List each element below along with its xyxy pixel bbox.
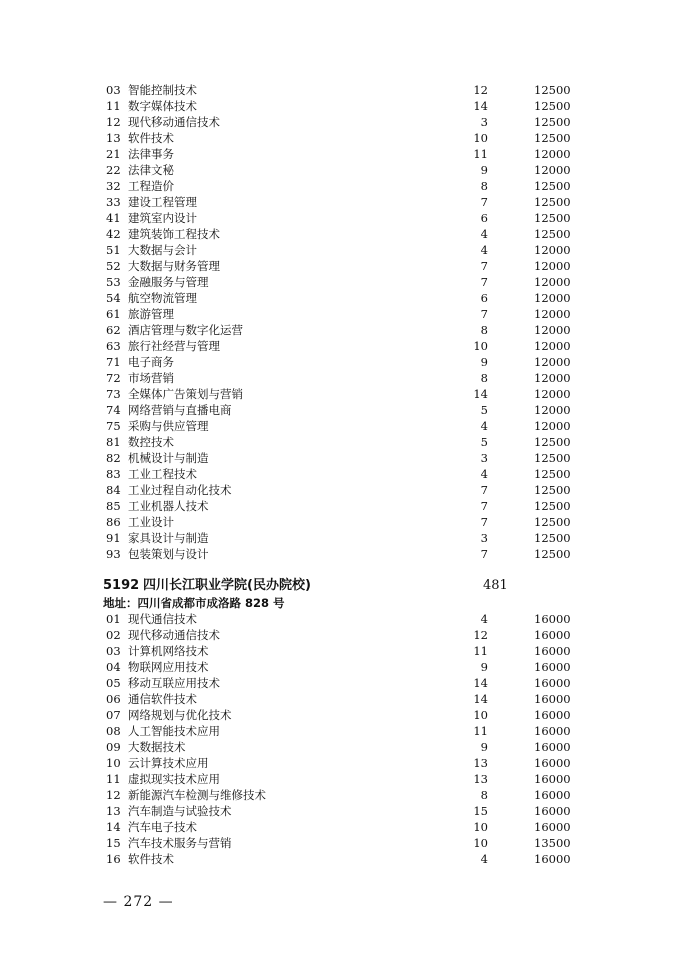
program-code: 11 bbox=[106, 99, 121, 113]
program-code: 93 bbox=[106, 547, 121, 561]
tuition-fee: 12500 bbox=[534, 451, 571, 465]
tuition-fee: 16000 bbox=[534, 772, 571, 786]
program-name: 汽车制造与试验技术 bbox=[128, 804, 232, 818]
program-name: 工业工程技术 bbox=[128, 467, 197, 481]
enrollment-count: 9 bbox=[480, 355, 488, 369]
school-total-count: 481 bbox=[483, 578, 508, 593]
table-row bbox=[106, 434, 586, 450]
program-name: 电子商务 bbox=[128, 355, 174, 369]
enrollment-count: 11 bbox=[473, 724, 488, 738]
enrollment-count: 4 bbox=[480, 612, 488, 626]
enrollment-count: 10 bbox=[473, 820, 488, 834]
enrollment-count: 10 bbox=[473, 131, 488, 145]
tuition-fee: 12500 bbox=[534, 435, 571, 449]
school-header bbox=[103, 576, 583, 596]
tuition-fee: 12500 bbox=[534, 499, 571, 513]
program-code: 52 bbox=[106, 259, 121, 273]
enrollment-count: 10 bbox=[473, 836, 488, 850]
program-code: 86 bbox=[106, 515, 121, 529]
program-name: 云计算技术应用 bbox=[128, 756, 209, 770]
program-code: 09 bbox=[106, 740, 121, 754]
table-row bbox=[106, 178, 586, 194]
school-name: 四川长江职业学院(民办院校) bbox=[143, 578, 311, 593]
table-row bbox=[106, 611, 586, 627]
program-name: 建筑装饰工程技术 bbox=[128, 227, 220, 241]
table-row bbox=[106, 803, 586, 819]
enrollment-count: 9 bbox=[480, 163, 488, 177]
table-row bbox=[106, 659, 586, 675]
table-row bbox=[106, 306, 586, 322]
program-code: 22 bbox=[106, 163, 121, 177]
program-name: 物联网应用技术 bbox=[128, 660, 209, 674]
program-code: 75 bbox=[106, 419, 121, 433]
program-code: 41 bbox=[106, 211, 121, 225]
tuition-fee: 12000 bbox=[534, 387, 571, 401]
tuition-fee: 12500 bbox=[534, 131, 571, 145]
enrollment-count: 3 bbox=[480, 531, 488, 545]
program-name: 移动互联应用技术 bbox=[128, 676, 220, 690]
tuition-fee: 12000 bbox=[534, 339, 571, 353]
enrollment-count: 7 bbox=[480, 195, 488, 209]
tuition-fee: 12500 bbox=[534, 211, 571, 225]
program-code: 42 bbox=[106, 227, 121, 241]
tuition-fee: 12000 bbox=[534, 403, 571, 417]
tuition-fee: 12500 bbox=[534, 179, 571, 193]
tuition-fee: 16000 bbox=[534, 628, 571, 642]
program-name: 通信软件技术 bbox=[128, 692, 197, 706]
tuition-fee: 16000 bbox=[534, 852, 571, 866]
program-code: 61 bbox=[106, 307, 121, 321]
tuition-fee: 16000 bbox=[534, 804, 571, 818]
tuition-fee: 12500 bbox=[534, 195, 571, 209]
enrollment-count: 7 bbox=[480, 483, 488, 497]
program-name: 工业过程自动化技术 bbox=[128, 483, 232, 497]
program-code: 62 bbox=[106, 323, 121, 337]
program-name: 智能控制技术 bbox=[128, 83, 197, 97]
table-row bbox=[106, 370, 586, 386]
tuition-fee: 12000 bbox=[534, 147, 571, 161]
enrollment-count: 4 bbox=[480, 467, 488, 481]
program-code: 13 bbox=[106, 131, 121, 145]
tuition-fee: 16000 bbox=[534, 788, 571, 802]
tuition-fee: 16000 bbox=[534, 692, 571, 706]
program-name: 工业机器人技术 bbox=[128, 499, 209, 513]
program-code: 32 bbox=[106, 179, 121, 193]
table-row bbox=[106, 130, 586, 146]
school-address: 地址：四川省成都市成洛路 828 号 bbox=[103, 596, 285, 610]
tuition-fee: 12000 bbox=[534, 243, 571, 257]
program-code: 21 bbox=[106, 147, 121, 161]
tuition-fee: 16000 bbox=[534, 676, 571, 690]
tuition-fee: 12000 bbox=[534, 307, 571, 321]
program-code: 51 bbox=[106, 243, 121, 257]
enrollment-count: 7 bbox=[480, 547, 488, 561]
table-row bbox=[106, 242, 586, 258]
tuition-fee: 12500 bbox=[534, 547, 571, 561]
tuition-fee: 16000 bbox=[534, 724, 571, 738]
program-code: 07 bbox=[106, 708, 121, 722]
tuition-fee: 12000 bbox=[534, 275, 571, 289]
enrollment-count: 3 bbox=[480, 115, 488, 129]
tuition-fee: 12500 bbox=[534, 115, 571, 129]
enrollment-count: 4 bbox=[480, 419, 488, 433]
program-name: 现代通信技术 bbox=[128, 612, 197, 626]
program-code: 08 bbox=[106, 724, 121, 738]
program-name: 数字媒体技术 bbox=[128, 99, 197, 113]
enrollment-count: 4 bbox=[480, 227, 488, 241]
table-row bbox=[106, 787, 586, 803]
tuition-fee: 13500 bbox=[534, 836, 571, 850]
enrollment-count: 14 bbox=[473, 387, 488, 401]
tuition-fee: 16000 bbox=[534, 644, 571, 658]
program-code: 06 bbox=[106, 692, 121, 706]
table-row bbox=[106, 162, 586, 178]
program-name: 大数据与财务管理 bbox=[128, 259, 220, 273]
table-row bbox=[106, 771, 586, 787]
program-name: 数控技术 bbox=[128, 435, 174, 449]
table-row bbox=[106, 98, 586, 114]
enrollment-count: 14 bbox=[473, 676, 488, 690]
tuition-fee: 16000 bbox=[534, 740, 571, 754]
program-code: 72 bbox=[106, 371, 121, 385]
program-code: 11 bbox=[106, 772, 121, 786]
program-name: 市场营销 bbox=[128, 371, 174, 385]
program-name: 机械设计与制造 bbox=[128, 451, 209, 465]
program-name: 虚拟现实技术应用 bbox=[128, 772, 220, 786]
table-row bbox=[106, 466, 586, 482]
program-code: 01 bbox=[106, 612, 121, 626]
program-name: 人工智能技术应用 bbox=[128, 724, 220, 738]
enrollment-count: 8 bbox=[480, 323, 488, 337]
enrollment-count: 6 bbox=[480, 291, 488, 305]
enrollment-count: 7 bbox=[480, 515, 488, 529]
program-code: 84 bbox=[106, 483, 121, 497]
table-row bbox=[106, 114, 586, 130]
program-code: 03 bbox=[106, 83, 121, 97]
enrollment-count: 12 bbox=[473, 83, 488, 97]
tuition-fee: 12000 bbox=[534, 323, 571, 337]
program-name: 采购与供应管理 bbox=[128, 419, 209, 433]
program-code: 71 bbox=[106, 355, 121, 369]
enrollment-count: 9 bbox=[480, 740, 488, 754]
tuition-fee: 12500 bbox=[534, 99, 571, 113]
enrollment-count: 8 bbox=[480, 371, 488, 385]
page-number: — 272 — bbox=[103, 894, 174, 910]
table-row bbox=[106, 546, 586, 562]
program-code: 63 bbox=[106, 339, 121, 353]
program-name: 全媒体广告策划与营销 bbox=[128, 387, 243, 401]
program-code: 16 bbox=[106, 852, 121, 866]
tuition-fee: 12500 bbox=[534, 483, 571, 497]
table-row bbox=[106, 691, 586, 707]
program-name: 工程造价 bbox=[128, 179, 174, 193]
tuition-fee: 12500 bbox=[534, 227, 571, 241]
program-code: 03 bbox=[106, 644, 121, 658]
table-row bbox=[106, 514, 586, 530]
program-name: 建设工程管理 bbox=[128, 195, 197, 209]
table-row bbox=[106, 835, 586, 851]
enrollment-count: 13 bbox=[473, 756, 488, 770]
program-name: 软件技术 bbox=[128, 131, 174, 145]
program-name: 大数据技术 bbox=[128, 740, 186, 754]
program-code: 02 bbox=[106, 628, 121, 642]
table-row bbox=[106, 354, 586, 370]
program-name: 软件技术 bbox=[128, 852, 174, 866]
table-row bbox=[106, 739, 586, 755]
program-code: 74 bbox=[106, 403, 121, 417]
program-list-top bbox=[106, 82, 586, 562]
program-name: 建筑室内设计 bbox=[128, 211, 197, 225]
table-row bbox=[106, 643, 586, 659]
program-code: 53 bbox=[106, 275, 121, 289]
program-code: 54 bbox=[106, 291, 121, 305]
program-name: 大数据与会计 bbox=[128, 243, 197, 257]
table-row bbox=[106, 226, 586, 242]
program-code: 91 bbox=[106, 531, 121, 545]
program-code: 14 bbox=[106, 820, 121, 834]
enrollment-count: 8 bbox=[480, 179, 488, 193]
program-code: 82 bbox=[106, 451, 121, 465]
program-name: 新能源汽车检测与维修技术 bbox=[128, 788, 266, 802]
table-row bbox=[106, 675, 586, 691]
tuition-fee: 12000 bbox=[534, 355, 571, 369]
table-row bbox=[106, 290, 586, 306]
enrollment-count: 13 bbox=[473, 772, 488, 786]
table-row bbox=[106, 707, 586, 723]
program-code: 13 bbox=[106, 804, 121, 818]
enrollment-count: 4 bbox=[480, 243, 488, 257]
program-code: 85 bbox=[106, 499, 121, 513]
tuition-fee: 12500 bbox=[534, 83, 571, 97]
tuition-fee: 16000 bbox=[534, 756, 571, 770]
tuition-fee: 12000 bbox=[534, 291, 571, 305]
program-code: 12 bbox=[106, 115, 121, 129]
program-name: 工业设计 bbox=[128, 515, 174, 529]
tuition-fee: 12000 bbox=[534, 371, 571, 385]
tuition-fee: 16000 bbox=[534, 708, 571, 722]
enrollment-count: 14 bbox=[473, 692, 488, 706]
tuition-fee: 16000 bbox=[534, 660, 571, 674]
tuition-fee: 12000 bbox=[534, 259, 571, 273]
table-row bbox=[106, 146, 586, 162]
program-code: 73 bbox=[106, 387, 121, 401]
table-row bbox=[106, 210, 586, 226]
program-name: 旅游管理 bbox=[128, 307, 174, 321]
enrollment-count: 15 bbox=[473, 804, 488, 818]
enrollment-count: 7 bbox=[480, 275, 488, 289]
school-id: 5192 bbox=[103, 578, 140, 593]
table-row bbox=[106, 418, 586, 434]
program-code: 15 bbox=[106, 836, 121, 850]
program-code: 10 bbox=[106, 756, 121, 770]
enrollment-count: 5 bbox=[480, 435, 488, 449]
program-name: 金融服务与管理 bbox=[128, 275, 209, 289]
tuition-fee: 12500 bbox=[534, 467, 571, 481]
table-row bbox=[106, 450, 586, 466]
table-row bbox=[106, 530, 586, 546]
program-name: 酒店管理与数字化运营 bbox=[128, 323, 243, 337]
tuition-fee: 12500 bbox=[534, 531, 571, 545]
enrollment-count: 7 bbox=[480, 307, 488, 321]
table-row bbox=[106, 82, 586, 98]
table-row bbox=[106, 755, 586, 771]
program-name: 家具设计与制造 bbox=[128, 531, 209, 545]
enrollment-count: 11 bbox=[473, 644, 488, 658]
table-row bbox=[106, 258, 586, 274]
enrollment-count: 6 bbox=[480, 211, 488, 225]
enrollment-count: 5 bbox=[480, 403, 488, 417]
enrollment-count: 11 bbox=[473, 147, 488, 161]
program-name: 现代移动通信技术 bbox=[128, 115, 220, 129]
enrollment-count: 9 bbox=[480, 660, 488, 674]
table-row bbox=[106, 627, 586, 643]
program-code: 05 bbox=[106, 676, 121, 690]
program-list-bottom bbox=[106, 611, 586, 867]
table-row bbox=[106, 482, 586, 498]
enrollment-count: 10 bbox=[473, 708, 488, 722]
enrollment-count: 4 bbox=[480, 852, 488, 866]
program-name: 包装策划与设计 bbox=[128, 547, 209, 561]
table-row bbox=[106, 402, 586, 418]
program-name: 航空物流管理 bbox=[128, 291, 197, 305]
program-name: 汽车技术服务与营销 bbox=[128, 836, 232, 850]
program-code: 83 bbox=[106, 467, 121, 481]
program-name: 现代移动通信技术 bbox=[128, 628, 220, 642]
table-row bbox=[106, 274, 586, 290]
table-row bbox=[106, 322, 586, 338]
program-name: 计算机网络技术 bbox=[128, 644, 209, 658]
table-row bbox=[106, 194, 586, 210]
tuition-fee: 16000 bbox=[534, 820, 571, 834]
program-name: 网络规划与优化技术 bbox=[128, 708, 232, 722]
table-row bbox=[106, 386, 586, 402]
enrollment-count: 12 bbox=[473, 628, 488, 642]
table-row bbox=[106, 338, 586, 354]
program-code: 33 bbox=[106, 195, 121, 209]
enrollment-count: 14 bbox=[473, 99, 488, 113]
tuition-fee: 12000 bbox=[534, 419, 571, 433]
tuition-fee: 16000 bbox=[534, 612, 571, 626]
program-name: 汽车电子技术 bbox=[128, 820, 197, 834]
program-code: 04 bbox=[106, 660, 121, 674]
program-name: 法律文秘 bbox=[128, 163, 174, 177]
program-name: 旅行社经营与管理 bbox=[128, 339, 220, 353]
table-row bbox=[106, 498, 586, 514]
program-name: 网络营销与直播电商 bbox=[128, 403, 232, 417]
enrollment-count: 8 bbox=[480, 788, 488, 802]
program-name: 法律事务 bbox=[128, 147, 174, 161]
enrollment-count: 7 bbox=[480, 499, 488, 513]
table-row bbox=[106, 851, 586, 867]
enrollment-count: 3 bbox=[480, 451, 488, 465]
tuition-fee: 12000 bbox=[534, 163, 571, 177]
program-code: 81 bbox=[106, 435, 121, 449]
table-row bbox=[106, 723, 586, 739]
enrollment-count: 10 bbox=[473, 339, 488, 353]
enrollment-count: 7 bbox=[480, 259, 488, 273]
tuition-fee: 12500 bbox=[534, 515, 571, 529]
program-code: 12 bbox=[106, 788, 121, 802]
table-row bbox=[106, 819, 586, 835]
